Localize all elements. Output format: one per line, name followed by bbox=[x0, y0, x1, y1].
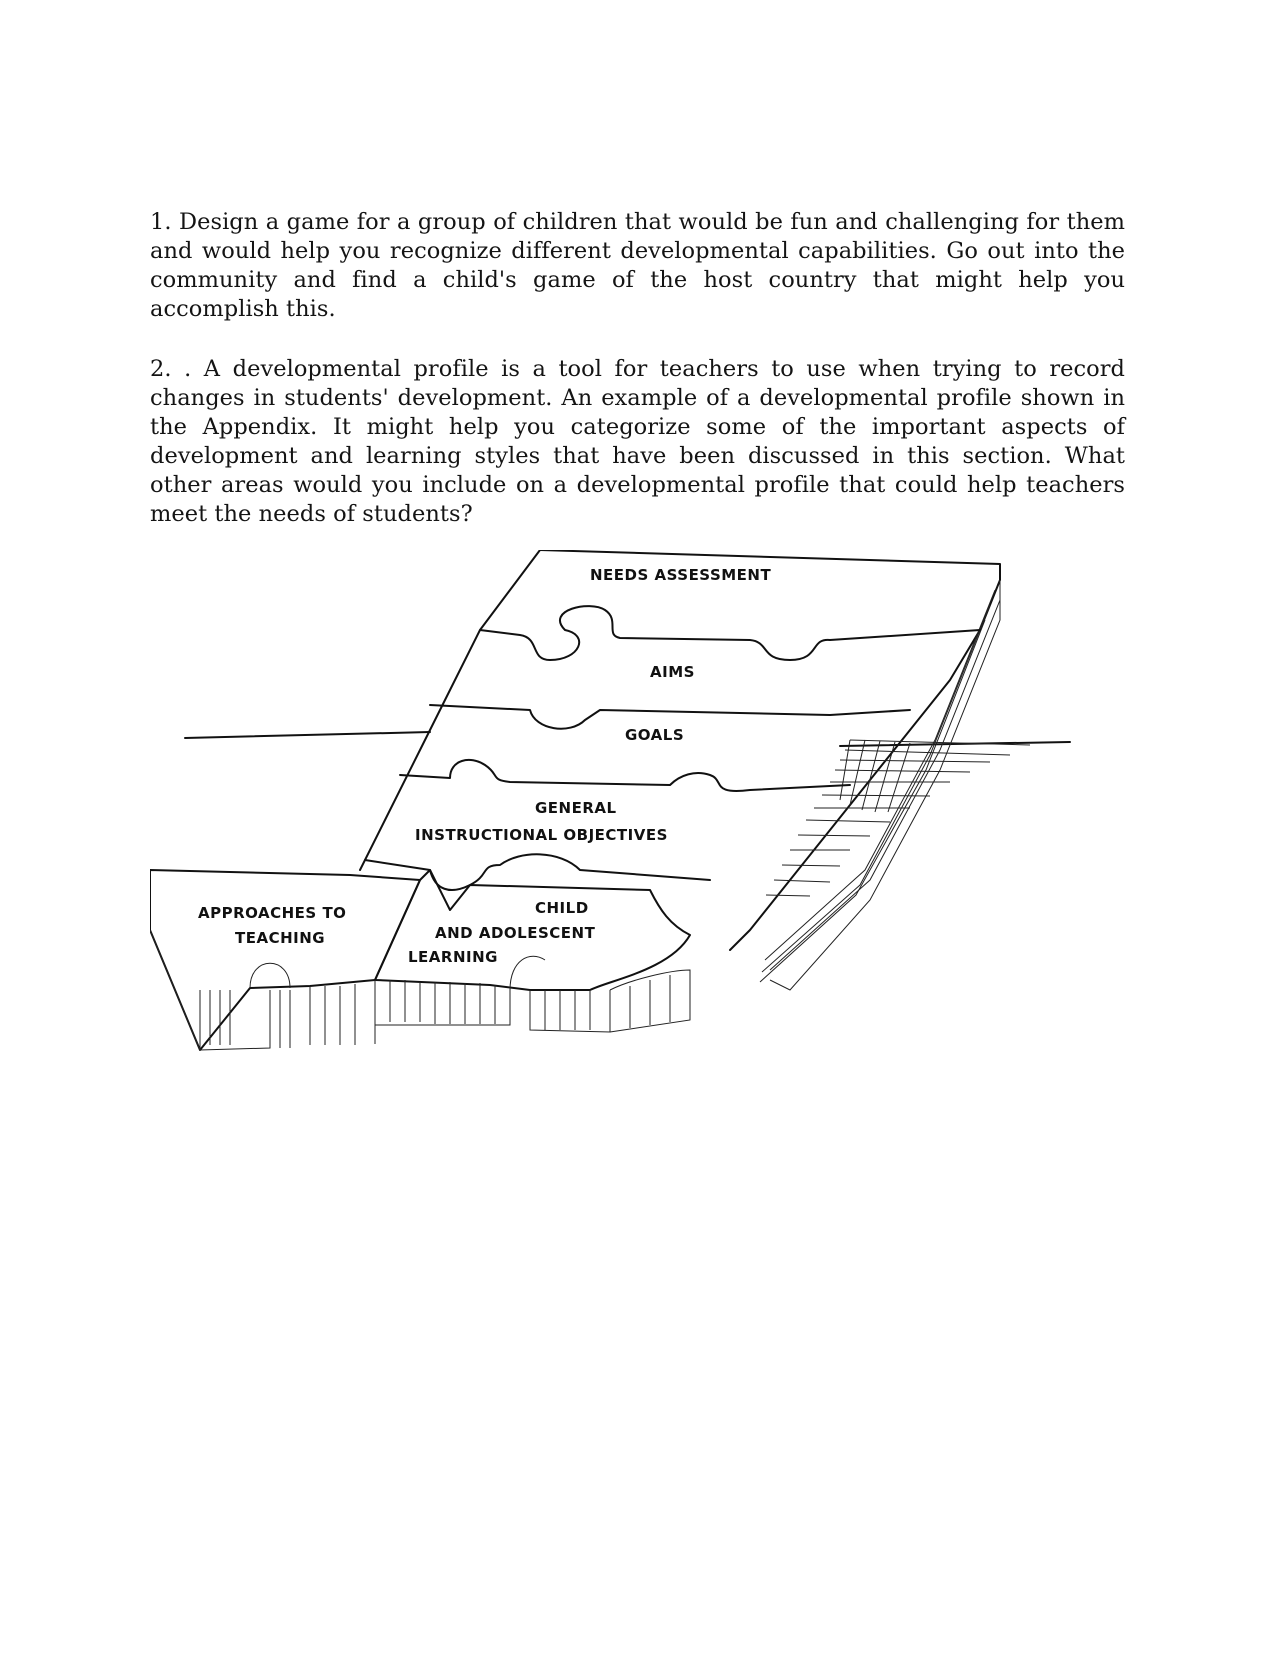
child-learning-piece-side bbox=[375, 956, 690, 1032]
label-child: CHILD bbox=[535, 899, 589, 917]
slab-shadow bbox=[766, 740, 1030, 896]
approaches-piece-side bbox=[150, 930, 375, 1050]
slab-right-edge bbox=[540, 550, 1000, 950]
paragraph-1-text: 1. Design a game for a group of children that would be fun and challenging for them and would help you recognize different developmental capabilities. Go out into the community and find a child's game of the host country that might help you accomplish this. bbox=[150, 209, 1125, 322]
puzzle-illustration bbox=[150, 550, 1090, 1110]
paragraph-2 bbox=[150, 355, 1125, 529]
paragraph-1 bbox=[150, 208, 1125, 324]
piece-divider-1 bbox=[480, 606, 980, 660]
piece-divider-4 bbox=[365, 854, 710, 890]
slab-side bbox=[760, 580, 1000, 990]
label-instructional-objectives: INSTRUCTIONAL OBJECTIVES bbox=[415, 826, 668, 844]
label-needs-assessment: NEEDS ASSESSMENT bbox=[590, 566, 772, 584]
label-goals: GOALS bbox=[625, 726, 685, 744]
piece-divider-3 bbox=[400, 760, 850, 791]
label-teaching: TEACHING bbox=[235, 929, 326, 947]
label-learning: LEARNING bbox=[408, 948, 498, 966]
horizon-line bbox=[185, 732, 430, 738]
label-aims: AIMS bbox=[650, 663, 695, 681]
puzzle-drawing bbox=[150, 550, 1090, 1110]
paragraph-2-text: 2. . A developmental profile is a tool for teachers to use when trying to record changes in students' development. An example of a developmental profile shown in the Appendix. It might help you categorize some of the important aspects of development and learning styles that have been discussed in this section. What other areas would you include on a developmental profile that could help teachers meet the needs of students? bbox=[150, 356, 1125, 527]
approaches-piece bbox=[150, 870, 420, 1050]
label-general: GENERAL bbox=[535, 799, 617, 817]
label-approaches-to: APPROACHES TO bbox=[198, 904, 347, 922]
label-and-adolescent: AND ADOLESCENT bbox=[435, 924, 596, 942]
